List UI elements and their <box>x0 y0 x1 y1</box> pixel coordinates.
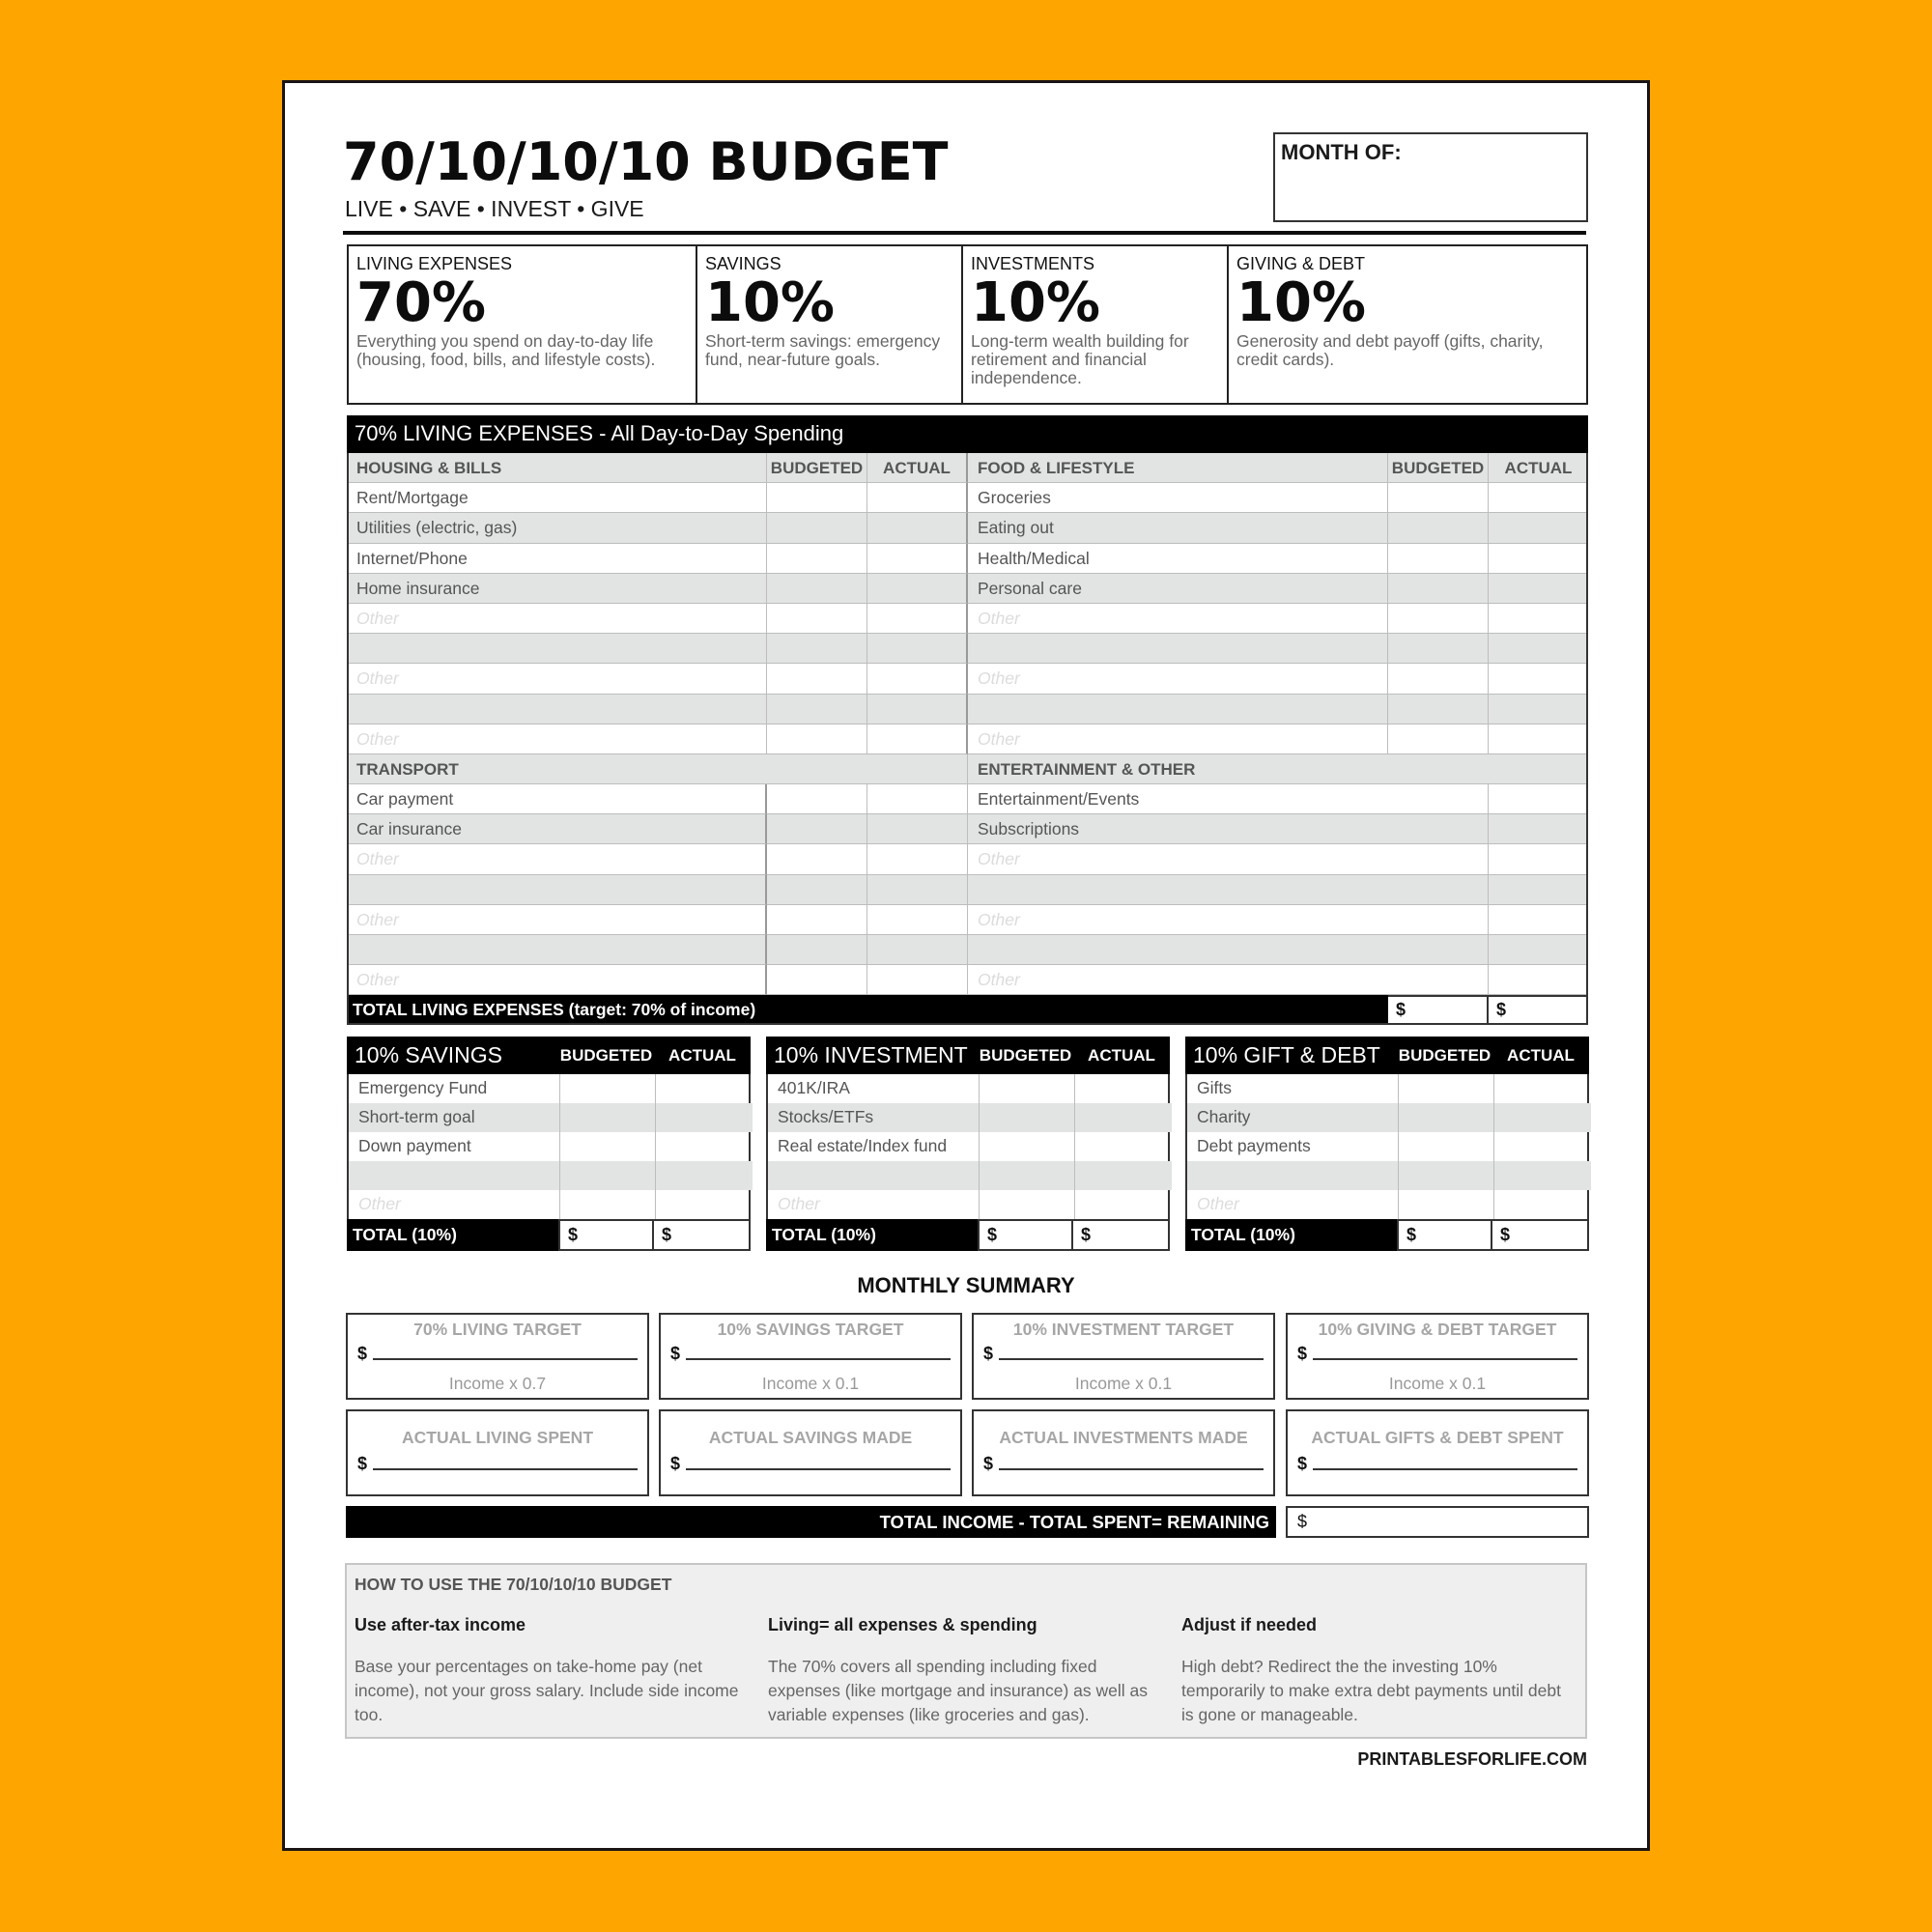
category-name: LIVING EXPENSES <box>356 254 513 273</box>
actual-input[interactable] <box>867 965 968 995</box>
actual-input[interactable] <box>1489 544 1588 574</box>
actual-input[interactable] <box>656 1132 753 1161</box>
summary-actual-box <box>659 1409 962 1496</box>
budgeted-input[interactable] <box>767 544 867 574</box>
living-total-actual[interactable]: $ <box>1489 995 1588 1025</box>
actual-input[interactable] <box>867 875 968 905</box>
item-label: Gifts <box>1187 1074 1399 1103</box>
summary-actual-label: ACTUAL GIFTS & DEBT SPENT <box>1311 1428 1564 1447</box>
budgeted-input[interactable] <box>1388 724 1489 754</box>
living-expenses-title: 70% LIVING EXPENSES - All Day-to-Day Spending <box>347 415 1588 453</box>
page-subtitle: LIVE • SAVE • INVEST • GIVE <box>345 196 644 221</box>
category-overview <box>347 244 1588 405</box>
expense-item-label: Utilities (electric, gas) <box>347 513 767 543</box>
brand-footer: PRINTABLESFORLIFE.COM <box>1357 1749 1587 1769</box>
living-total-row <box>347 995 1588 1025</box>
actual-input[interactable] <box>1489 905 1588 935</box>
budgeted-input[interactable] <box>980 1161 1075 1190</box>
budgeted-input[interactable] <box>980 1103 1075 1132</box>
blank-line <box>1313 1468 1577 1470</box>
actual-input[interactable] <box>1489 695 1588 724</box>
actual-input[interactable] <box>1489 814 1588 844</box>
summary-target-input[interactable] <box>983 1344 1264 1364</box>
section-header: FOOD & LIFESTYLE <box>968 453 1388 483</box>
actual-input[interactable] <box>1075 1103 1172 1132</box>
budgeted-input[interactable] <box>1388 784 1489 814</box>
mini-total-label: TOTAL (10%) <box>766 1219 978 1251</box>
budgeted-input[interactable] <box>767 604 867 634</box>
expense-item-label: Car insurance <box>347 814 767 844</box>
category-name: INVESTMENTS <box>971 254 1095 273</box>
expense-item-label[interactable]: Other <box>968 905 1388 935</box>
expense-item-label: Eating out <box>968 513 1388 543</box>
actual-input[interactable] <box>1494 1103 1591 1132</box>
actual-input[interactable] <box>867 935 968 965</box>
blank-line <box>373 1358 638 1360</box>
mini-total-row <box>1185 1219 1589 1250</box>
remaining-label: TOTAL INCOME - TOTAL SPENT= REMAINING <box>346 1506 1276 1538</box>
mini-table-title: 10% SAVINGS <box>355 1042 502 1067</box>
budgeted-input[interactable] <box>1388 634 1489 664</box>
summary-target-label: 70% LIVING TARGET <box>413 1320 582 1339</box>
category-savings <box>697 246 963 403</box>
mini-table-header <box>1185 1037 1589 1074</box>
expense-item-label[interactable] <box>968 935 1388 965</box>
budgeted-input[interactable] <box>1388 695 1489 724</box>
budgeted-input[interactable] <box>1399 1161 1494 1190</box>
month-of-label: MONTH OF: <box>1281 140 1402 164</box>
actual-input[interactable] <box>1489 483 1588 513</box>
actual-input[interactable] <box>1489 664 1588 694</box>
actual-input[interactable] <box>1494 1161 1591 1190</box>
mini-table-grid <box>766 1074 1170 1219</box>
summary-actual-box <box>1286 1409 1589 1496</box>
actual-input[interactable] <box>867 483 968 513</box>
expense-item-label[interactable] <box>347 935 767 965</box>
summary-target-box <box>659 1313 962 1400</box>
tip-after-tax <box>355 1615 741 1727</box>
category-percent: 10% <box>971 271 1101 334</box>
budgeted-input[interactable] <box>767 513 867 543</box>
actual-input[interactable] <box>656 1161 753 1190</box>
remaining-value-field[interactable]: $ <box>1286 1506 1589 1538</box>
item-label: Short-term goal <box>349 1103 560 1132</box>
item-label[interactable] <box>349 1161 560 1190</box>
column-header-actual: ACTUAL <box>1489 453 1588 483</box>
how-to-title: HOW TO USE THE 70/10/10/10 BUDGET <box>355 1575 672 1594</box>
summary-target-label: 10% INVESTMENT TARGET <box>1012 1320 1235 1339</box>
summary-actual-input[interactable] <box>1297 1454 1577 1474</box>
tip-body: The 70% covers all spending including fixed expenses (like mortgage and insurance) as well as variable expenses (like groceries and gas). <box>768 1657 1148 1724</box>
mini-total-budgeted[interactable]: $ <box>1397 1219 1492 1251</box>
blank-line <box>999 1358 1264 1360</box>
tip-adjust <box>1181 1615 1568 1727</box>
item-label[interactable] <box>1187 1161 1399 1190</box>
expense-item-label: Personal care <box>968 574 1388 604</box>
expense-item-label[interactable] <box>347 695 767 724</box>
living-total-budgeted[interactable]: $ <box>1388 995 1489 1025</box>
section-header: HOUSING & BILLS <box>347 453 767 483</box>
currency-symbol: $ <box>1297 1344 1308 1363</box>
item-label[interactable]: Other <box>1187 1190 1399 1219</box>
expense-item-label: Health/Medical <box>968 544 1388 574</box>
blank-line <box>999 1468 1264 1470</box>
actual-input[interactable] <box>1489 724 1588 754</box>
category-description: Everything you spend on day-to-day life (housing, food, bills, and lifestyle costs). <box>356 331 656 369</box>
column-header-actual: ACTUAL <box>1088 1045 1155 1065</box>
summary-target-formula: Income x 0.1 <box>1074 1374 1173 1393</box>
header-divider <box>343 231 1586 235</box>
expense-item-label: Groceries <box>968 483 1388 513</box>
budgeted-input[interactable] <box>1388 935 1489 965</box>
actual-input[interactable] <box>1489 574 1588 604</box>
tip-heading: Use after-tax income <box>355 1615 526 1634</box>
budgeted-input[interactable] <box>767 784 867 814</box>
budgeted-input[interactable] <box>767 844 867 874</box>
summary-target-label: 10% SAVINGS TARGET <box>717 1320 904 1339</box>
actual-input[interactable] <box>656 1074 753 1103</box>
summary-actual-input[interactable] <box>983 1454 1264 1474</box>
actual-input[interactable] <box>1489 513 1588 543</box>
mini-table-header <box>766 1037 1170 1074</box>
category-investments <box>963 246 1229 403</box>
category-percent: 70% <box>356 271 487 334</box>
column-header-budgeted: BUDGETED <box>1388 453 1489 483</box>
category-description: Generosity and debt payoff (gifts, charity, credit cards). <box>1236 331 1544 369</box>
blank-line <box>686 1468 951 1470</box>
expense-item-label: Rent/Mortgage <box>347 483 767 513</box>
expense-item-label[interactable]: Other <box>347 724 767 754</box>
summary-actual-box <box>972 1409 1275 1496</box>
summary-target-formula: Income x 0.1 <box>1388 1374 1487 1393</box>
summary-actual-label: ACTUAL LIVING SPENT <box>401 1428 594 1447</box>
mini-total-row <box>766 1219 1170 1250</box>
actual-input[interactable] <box>867 784 968 814</box>
actual-input[interactable] <box>867 513 968 543</box>
item-label: 401K/IRA <box>768 1074 980 1103</box>
section-header: ENTERTAINMENT & OTHER <box>968 754 1588 784</box>
actual-input[interactable] <box>1489 965 1588 995</box>
budgeted-input[interactable] <box>560 1190 656 1219</box>
how-to-panel <box>345 1563 1587 1739</box>
expense-item-label: Subscriptions <box>968 814 1388 844</box>
budgeted-input[interactable] <box>767 724 867 754</box>
summary-actual-label: ACTUAL INVESTMENTS MADE <box>999 1428 1248 1447</box>
mini-total-actual[interactable]: $ <box>654 1219 751 1251</box>
budgeted-input[interactable] <box>560 1161 656 1190</box>
item-label: Debt payments <box>1187 1132 1399 1161</box>
mini-table-title: 10% GIFT & DEBT <box>1193 1042 1380 1067</box>
mini-table-grid <box>347 1074 751 1219</box>
gift-debt-table <box>1185 1037 1589 1250</box>
item-label: Stocks/ETFs <box>768 1103 980 1132</box>
actual-input[interactable] <box>1489 935 1588 965</box>
expense-item-label[interactable]: Other <box>968 604 1388 634</box>
column-header-budgeted: BUDGETED <box>979 1045 1072 1065</box>
actual-input[interactable] <box>867 905 968 935</box>
actual-input[interactable] <box>867 695 968 724</box>
expense-item-label: Internet/Phone <box>347 544 767 574</box>
category-name: GIVING & DEBT <box>1236 254 1366 273</box>
actual-input[interactable] <box>1494 1190 1591 1219</box>
actual-input[interactable] <box>656 1190 753 1219</box>
actual-input[interactable] <box>1489 604 1588 634</box>
budgeted-input[interactable] <box>1388 604 1489 634</box>
currency-symbol: $ <box>670 1344 681 1363</box>
mini-total-actual[interactable]: $ <box>1073 1219 1170 1251</box>
currency-symbol: $ <box>1297 1454 1308 1473</box>
mini-total-budgeted[interactable]: $ <box>978 1219 1073 1251</box>
budgeted-input[interactable] <box>767 814 867 844</box>
budgeted-input[interactable] <box>560 1103 656 1132</box>
mini-table-grid <box>1185 1074 1589 1219</box>
item-label: Charity <box>1187 1103 1399 1132</box>
expense-item-label: Home insurance <box>347 574 767 604</box>
budgeted-input[interactable] <box>560 1132 656 1161</box>
expense-item-label[interactable] <box>347 875 767 905</box>
expense-item-label[interactable] <box>968 695 1388 724</box>
mini-total-label: TOTAL (10%) <box>347 1219 558 1251</box>
category-percent: 10% <box>705 271 836 334</box>
tip-living <box>768 1615 1154 1727</box>
budgeted-input[interactable] <box>1399 1103 1494 1132</box>
budgeted-input[interactable] <box>1388 875 1489 905</box>
item-label[interactable]: Other <box>349 1190 560 1219</box>
budgeted-input[interactable] <box>560 1074 656 1103</box>
mini-table-title: 10% INVESTMENT <box>774 1042 968 1067</box>
expense-item-label[interactable] <box>968 875 1388 905</box>
actual-input[interactable] <box>867 814 968 844</box>
category-description: Short-term savings: emergency fund, near-future goals. <box>705 331 941 369</box>
summary-target-box <box>346 1313 649 1400</box>
budgeted-input[interactable] <box>1388 814 1489 844</box>
expense-item-label[interactable]: Other <box>968 965 1388 995</box>
category-giving-debt <box>1229 246 1586 403</box>
budgeted-input[interactable] <box>1388 965 1489 995</box>
living-expenses-grid <box>347 453 1588 995</box>
actual-input[interactable] <box>867 634 968 664</box>
expense-item-label[interactable]: Other <box>347 844 767 874</box>
budgeted-input[interactable] <box>767 935 867 965</box>
living-expenses-table <box>347 415 1588 1025</box>
expense-item-label[interactable]: Other <box>968 664 1388 694</box>
page-title: 70/10/10/10 BUDGET <box>343 131 949 192</box>
mini-total-budgeted[interactable]: $ <box>558 1219 654 1251</box>
expense-item-label[interactable]: Other <box>347 664 767 694</box>
summary-target-box <box>1286 1313 1589 1400</box>
expense-item-label[interactable]: Other <box>968 844 1388 874</box>
currency-symbol: $ <box>357 1454 368 1473</box>
blank-line <box>1313 1358 1577 1360</box>
expense-item-label[interactable]: Other <box>968 724 1388 754</box>
expense-item-label[interactable]: Other <box>347 965 767 995</box>
budgeted-input[interactable] <box>1388 544 1489 574</box>
budgeted-input[interactable] <box>767 664 867 694</box>
actual-input[interactable] <box>867 574 968 604</box>
summary-target-formula: Income x 0.7 <box>448 1374 547 1393</box>
budgeted-input[interactable] <box>767 905 867 935</box>
currency-symbol: $ <box>983 1454 994 1473</box>
column-header-budgeted: BUDGETED <box>559 1045 653 1065</box>
expense-item-label: Entertainment/Events <box>968 784 1388 814</box>
column-header-actual: ACTUAL <box>1507 1045 1575 1065</box>
expense-item-label[interactable] <box>347 634 767 664</box>
tip-heading: Adjust if needed <box>1181 1615 1318 1634</box>
actual-input[interactable] <box>1075 1161 1172 1190</box>
summary-actual-input[interactable] <box>670 1454 951 1474</box>
summary-target-formula: Income x 0.1 <box>761 1374 860 1393</box>
expense-item-label[interactable] <box>968 634 1388 664</box>
summary-actual-box <box>346 1409 649 1496</box>
column-header-budgeted: BUDGETED <box>767 453 867 483</box>
summary-target-input[interactable] <box>357 1344 638 1364</box>
budgeted-input[interactable] <box>767 483 867 513</box>
actual-input[interactable] <box>656 1103 753 1132</box>
monthly-summary-title: MONTHLY SUMMARY <box>857 1273 1075 1297</box>
item-label[interactable] <box>768 1161 980 1190</box>
actual-input[interactable] <box>1489 634 1588 664</box>
mini-total-row <box>347 1219 751 1250</box>
actual-input[interactable] <box>867 604 968 634</box>
budgeted-input[interactable] <box>767 695 867 724</box>
actual-input[interactable] <box>1075 1074 1172 1103</box>
actual-input[interactable] <box>1489 784 1588 814</box>
budgeted-input[interactable] <box>1388 574 1489 604</box>
tip-heading: Living= all expenses & spending <box>768 1615 1037 1634</box>
blank-line <box>686 1358 951 1360</box>
budgeted-input[interactable] <box>980 1132 1075 1161</box>
budgeted-input[interactable] <box>1399 1132 1494 1161</box>
savings-table <box>347 1037 751 1250</box>
month-of-field[interactable] <box>1273 132 1588 222</box>
budgeted-input[interactable] <box>1388 844 1489 874</box>
summary-actual-label: ACTUAL SAVINGS MADE <box>708 1428 913 1447</box>
category-description: Long-term wealth building for retirement and financial independence. <box>971 331 1189 387</box>
budgeted-input[interactable] <box>1399 1074 1494 1103</box>
category-living <box>349 246 697 403</box>
actual-input[interactable] <box>1075 1132 1172 1161</box>
item-label: Real estate/Index fund <box>768 1132 980 1161</box>
budgeted-input[interactable] <box>767 965 867 995</box>
category-name: SAVINGS <box>705 254 781 273</box>
column-header-actual: ACTUAL <box>867 453 968 483</box>
actual-input[interactable] <box>1494 1132 1591 1161</box>
currency-symbol: $ <box>670 1454 681 1473</box>
budgeted-input[interactable] <box>767 574 867 604</box>
column-header-actual: ACTUAL <box>668 1045 736 1065</box>
budgeted-input[interactable] <box>1388 664 1489 694</box>
tip-body: Base your percentages on take-home pay (net income), not your gross salary. Include side income too. <box>355 1657 739 1724</box>
mini-table-header <box>347 1037 751 1074</box>
item-label: Down payment <box>349 1132 560 1161</box>
summary-target-input[interactable] <box>670 1344 951 1364</box>
actual-input[interactable] <box>1489 844 1588 874</box>
currency-symbol: $ <box>357 1344 368 1363</box>
item-label[interactable]: Other <box>768 1190 980 1219</box>
actual-input[interactable] <box>1494 1074 1591 1103</box>
summary-actual-input[interactable] <box>357 1454 638 1474</box>
budgeted-input[interactable] <box>980 1074 1075 1103</box>
actual-input[interactable] <box>1075 1190 1172 1219</box>
investment-table <box>766 1037 1170 1250</box>
column-header-budgeted: BUDGETED <box>1398 1045 1492 1065</box>
expense-item-label[interactable]: Other <box>347 604 767 634</box>
tip-body: High debt? Redirect the the investing 10% temporarily to make extra debt payments until debt is gone or manageable. <box>1181 1657 1561 1724</box>
mini-total-actual[interactable]: $ <box>1492 1219 1589 1251</box>
blank-line <box>373 1468 638 1470</box>
expense-item-label: Car payment <box>347 784 767 814</box>
actual-input[interactable] <box>1489 875 1588 905</box>
budgeted-input[interactable] <box>1388 483 1489 513</box>
summary-target-label: 10% GIVING & DEBT TARGET <box>1318 1320 1557 1339</box>
actual-input[interactable] <box>867 724 968 754</box>
budgeted-input[interactable] <box>1388 905 1489 935</box>
mini-total-label: TOTAL (10%) <box>1185 1219 1397 1251</box>
summary-target-input[interactable] <box>1297 1344 1577 1364</box>
actual-input[interactable] <box>867 844 968 874</box>
currency-symbol: $ <box>983 1344 994 1363</box>
actual-input[interactable] <box>867 664 968 694</box>
item-label: Emergency Fund <box>349 1074 560 1103</box>
budgeted-input[interactable] <box>1388 513 1489 543</box>
budgeted-input[interactable] <box>980 1190 1075 1219</box>
summary-target-box <box>972 1313 1275 1400</box>
actual-input[interactable] <box>867 544 968 574</box>
budgeted-input[interactable] <box>767 875 867 905</box>
expense-item-label[interactable]: Other <box>347 905 767 935</box>
budgeted-input[interactable] <box>1399 1190 1494 1219</box>
budgeted-input[interactable] <box>767 634 867 664</box>
section-header: TRANSPORT <box>347 754 968 784</box>
category-percent: 10% <box>1236 271 1367 334</box>
living-total-label: TOTAL LIVING EXPENSES (target: 70% of income) <box>347 995 1388 1025</box>
